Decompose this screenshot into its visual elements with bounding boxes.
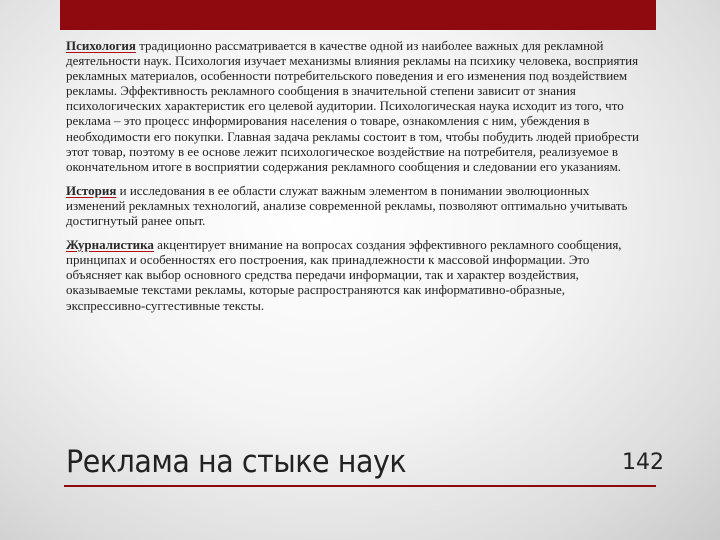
top-accent-bar (60, 0, 656, 30)
paragraph-lead: Журналистика (66, 237, 154, 253)
paragraph-text: и исследования в ее области служат важным элементом в понимании эволюционных изменений рекламных технологий, анализе современной рекламы, позволяют оптимально учитывать достигнутый ранее опыт. (66, 182, 628, 229)
paragraph-history (66, 183, 646, 228)
bottom-divider (64, 485, 656, 487)
paragraph-text: традиционно рассматривается в качестве одной из наиболее важных для рекламной деятельности наук. Психология изучает механизмы влияния рекламы на психику человека, восприятия рекламных материалов, особенности потребительского поведения и его изменения под воздействием рекламы. Эффективность рекламного сообщения в значительной степени зависит от знания психологических характеристик его целевой аудитории. Психологическая наука исходит из того, что реклама – это процесс информирования населения о товаре, ознакомления с ним, убеждения в необходимости его покупки. Главная задача рекламы состоит в том, чтобы побудить людей приобрести этот товар, поэтому в ее основе лежит психологическое воздействие на потребителя, реализуемое в окончательном итоге в восприятии содержания рекламного сообщения и следовании его указаниям. (66, 38, 640, 174)
paragraph-journalism (66, 237, 646, 312)
slide-title: Реклама на стыке наук (66, 444, 407, 480)
slide-body (66, 38, 646, 322)
paragraph-text: акцентирует внимание на вопросах создания эффективного рекламного сообщения, принципах и особенностях его построения, как принадлежности к массовой информации. Это объясняет как выбор основного средства передачи информации, так и характер воздействия, оказываемые текстами рекламы, которые распространяются как информативно-образные, экспрессивно-суггестивные тексты. (66, 237, 622, 313)
paragraph-psychology (66, 38, 646, 174)
page-number: 142 (622, 450, 664, 475)
paragraph-lead: Психология (66, 38, 136, 53)
paragraph-lead: История (66, 182, 117, 198)
